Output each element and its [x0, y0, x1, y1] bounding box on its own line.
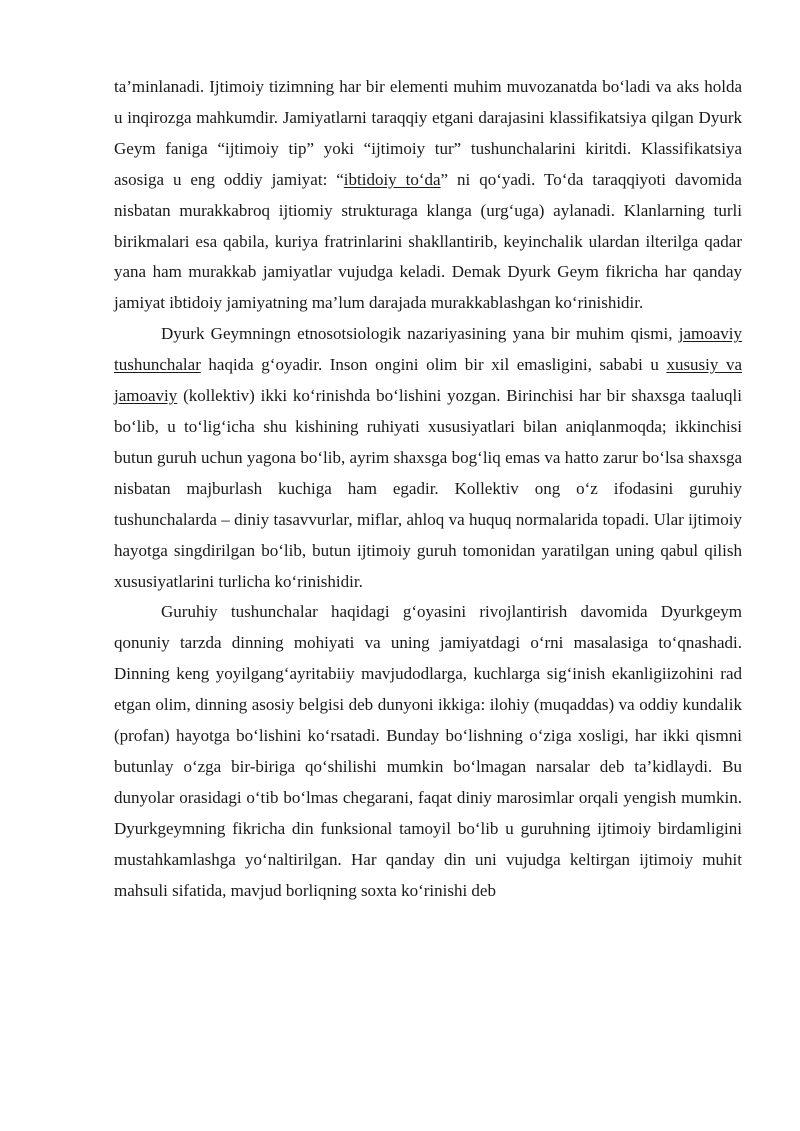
- document-page: [114, 72, 742, 906]
- underlined-term-ibtidoiy-toda: ibtidoiy to‘da: [343, 169, 441, 189]
- paragraph-3: [114, 597, 742, 906]
- underlined-term-xususiy-va-jamoaviy: xususiy va jamoaviy: [114, 355, 742, 406]
- paragraph-text: haqida g‘oyadir. Inson ongini olim bir xil emasligini, sababi u: [200, 355, 667, 375]
- underlined-term-jamoaviy-tushunchalar: jamoaviy tushunchalar: [114, 324, 742, 375]
- paragraph-2: [114, 319, 742, 597]
- paragraph-text: (kollektiv) ikki ko‘rinishda bo‘lishini yozgan. Birinchisi har bir shaxsga taaluqli bo‘lib, u to‘lig‘icha shu kishining ruhiyati xususiyatlari bilan aniqlanmoqda; ikkinchisi butun guruh uchun yagona bo‘lib, ayrim shaxsga bog‘liq emas va hatto zarur bo‘lsa shaxsga nisbatan majburlash kuchiga ham egadir. Kollektiv ong o‘z ifodasini guruhiy tushunchalarda – diniy tasavvurlar, miflar, ahloq va huquq normalarida topadi. Ular ijtimoiy hayotga singdirilgan bo‘lib, butun ijtimoiy guruh tomonidan yaratilgan uning qabul qilish xususiyatlarini turlicha ko‘rinishidir.: [114, 386, 742, 591]
- paragraph-text: ta’minlanadi. Ijtimoiy tizimning har bir elementi muhim muvozanatda bo‘ladi va aks holda u inqirozga mahkumdir. Jamiyatlarni taraqqiy etgani darajasini klassifikatsiya qilgan Dyurk Geym faniga “ijtimoiy tip” yoki “ijtimoiy tur” tushunchalarini kiritdi. Klassifikatsiya asosiga u eng oddiy jamiyat: “: [114, 77, 742, 189]
- paragraph-1: [114, 72, 742, 319]
- paragraph-text: ” ni qo‘yadi. To‘da taraqqiyoti davomida nisbatan murakkabroq ijtiomiy strukturaga klanga (urg‘uga) aylanadi. Klanlarning turli birikmalari esa qabila, kuriya fratrinlarini shakllantirib, keyinchalik ulardan ilterilga qadar yana ham murakkab jamiyatlar vujudga keladi. Demak Dyurk Geym fikricha har qanday jamiyat ibtidoiy jamiyatning ma’lum darajada murakkablashgan ko‘rinishidir.: [114, 169, 742, 313]
- paragraph-text: Guruhiy tushunchalar haqidagi g‘oyasini rivojlantirish davomida Dyurkgeym qonuniy tarzda dinning mohiyati va uning jamiyatdagi o‘rni masalasiga to‘qnashadi. Dinning keng yoyilgang‘ayritabiiy mavjudodlarga, kuchlarga sig‘inish ekanligiizohini rad etgan olim, dinning asosiy belgisi deb dunyoni ikkiga: ilohiy (muqaddas) va oddiy kundalik (profan) hayotga bo‘lishini ko‘rsatadi. Bunday bo‘lishning o‘ziga xosligi, har ikki qismni butunlay o‘zga bir-biriga qo‘shilishi mumkin bo‘lmagan narsalar deb ta’kidlaydi. Bu dunyolar orasidagi o‘tib bo‘lmas chegarani, faqat diniy marosimlar orqali yengish mumkin. Dyurkgeymning fikricha din funksional tamoyil bo‘lib u guruhning ijtimoiy birdamligini mustahkamlashga yo‘naltirilgan. Har qanday din uni vujudga keltirgan ijtimoiy muhit mahsuli sifatida, mavjud borliqning soxta ko‘rinishi deb: [114, 602, 742, 900]
- paragraph-text: Dyurk Geymningn etnosotsiologik nazariyasining yana bir muhim qismi,: [161, 324, 679, 344]
